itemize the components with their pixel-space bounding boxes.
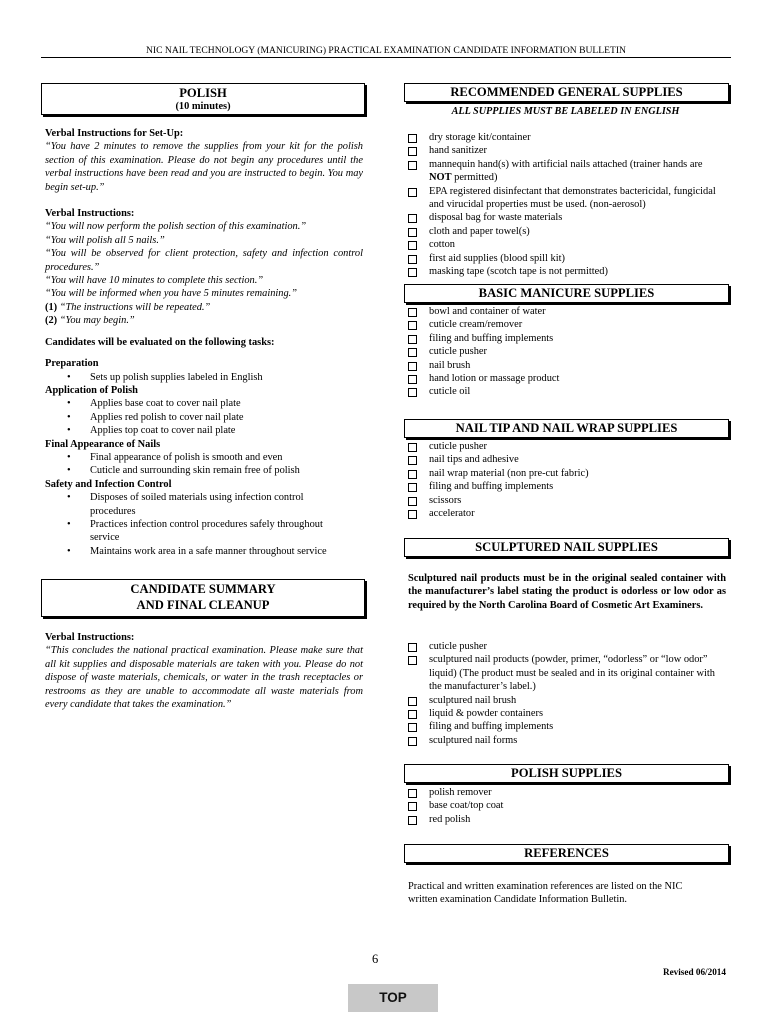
task-item: • Final appearance of polish is smooth and even bbox=[45, 451, 363, 464]
instruction-line: “You will be observed for client protection, safety and infection control procedures.” bbox=[45, 248, 363, 273]
task-item: • Sets up polish supplies labeled in English bbox=[45, 371, 363, 384]
supply-item: cuticle pusher bbox=[404, 640, 724, 653]
supply-item: mannequin hand(s) with artificial nails attached (trainer hands are NOT permitted) bbox=[404, 158, 724, 185]
basic-supplies-list bbox=[404, 305, 724, 399]
tip-supplies-title: NAIL TIP AND NAIL WRAP SUPPLIES bbox=[455, 421, 678, 435]
numbered-instruction: (1) “The instructions will be repeated.” bbox=[45, 301, 211, 313]
supply-item: hand lotion or massage product bbox=[404, 372, 724, 385]
supply-item: dry storage kit/container bbox=[404, 131, 724, 144]
supply-item: cuticle pusher bbox=[404, 440, 724, 453]
supply-item: polish remover bbox=[404, 786, 724, 799]
references-title-box bbox=[404, 844, 729, 863]
summary-instructions: “This concludes the national practical examination. Please make sure that all kit supplies and disposable materials are taken with you. Please do not dispose of waste materials, chemicals, or water in the trash receptacles or restrooms as they are unable to accommodate all waste materials from every candidate that takes the examination.” bbox=[45, 645, 363, 711]
polish-title: POLISH bbox=[179, 86, 227, 100]
polish-section bbox=[45, 127, 363, 558]
supply-item: cotton bbox=[404, 238, 724, 251]
supply-item: sculptured nail forms bbox=[404, 734, 724, 747]
supply-item: filing and buffing implements bbox=[404, 332, 724, 345]
tip-supplies-list bbox=[404, 440, 724, 520]
supply-item: liquid & powder containers bbox=[404, 707, 724, 720]
supply-item: nail tips and adhesive bbox=[404, 453, 724, 466]
task-group-heading: Preparation bbox=[45, 358, 99, 370]
supply-item: bowl and container of water bbox=[404, 305, 724, 318]
supply-item: nail wrap material (non pre-cut fabric) bbox=[404, 467, 724, 480]
page-number: 6 bbox=[372, 952, 379, 966]
summary-section bbox=[45, 631, 363, 711]
supply-item: cuticle oil bbox=[404, 385, 724, 398]
supply-item: masking tape (scotch tape is not permitted) bbox=[404, 265, 724, 278]
polish-supplies-title: POLISH SUPPLIES bbox=[511, 766, 622, 780]
supply-item: cuticle pusher bbox=[404, 345, 724, 358]
instruction-line: “You will now perform the polish section of this examination.” bbox=[45, 221, 307, 233]
supply-item: cloth and paper towel(s) bbox=[404, 225, 724, 238]
english-label-note: ALL SUPPLIES MUST BE LABELED IN ENGLISH bbox=[451, 106, 680, 117]
tip-supplies-title-box bbox=[404, 419, 729, 438]
polish-title-box bbox=[41, 83, 365, 115]
references-title: REFERENCES bbox=[524, 846, 609, 860]
general-supplies-title: RECOMMENDED GENERAL SUPPLIES bbox=[450, 85, 683, 99]
task-item: • Disposes of soiled materials using infection control procedures bbox=[45, 491, 343, 518]
general-supplies-list bbox=[404, 131, 724, 278]
polish-supplies-list bbox=[404, 786, 724, 826]
supply-item: sculptured nail brush bbox=[404, 694, 724, 707]
task-item: • Maintains work area in a safe manner throughout service bbox=[45, 545, 343, 558]
sculptured-supplies-title-box bbox=[404, 538, 729, 557]
task-group-heading: Safety and Infection Control bbox=[45, 478, 172, 490]
supply-item: nail brush bbox=[404, 359, 724, 372]
supply-item: scissors bbox=[404, 494, 724, 507]
setup-heading: Verbal Instructions for Set-Up: bbox=[45, 128, 184, 139]
supply-item: EPA registered disinfectant that demonstrates bactericidal, fungicidal and virucidal properties must be used. (non-aerosol) bbox=[404, 185, 724, 212]
instruction-line: “You will have 10 minutes to complete this section.” bbox=[45, 275, 264, 287]
task-list bbox=[45, 491, 363, 558]
supply-item: filing and buffing implements bbox=[404, 480, 724, 493]
supply-item: accelerator bbox=[404, 507, 724, 520]
supply-item: base coat/top coat bbox=[404, 799, 724, 812]
polish-duration: (10 minutes) bbox=[175, 101, 231, 112]
sculptured-note: Sculptured nail products must be in the original sealed container with the manufacturer’s label stating the product is odorless or low odor as required by the North Carolina Board of Cosmetic Art Examiners. bbox=[408, 573, 726, 611]
instruction-line: “You will be informed when you have 5 minutes remaining.” bbox=[45, 288, 298, 300]
bulletin-header: NIC NAIL TECHNOLOGY (MANICURING) PRACTICAL EXAMINATION CANDIDATE INFORMATION BULLETIN bbox=[145, 45, 626, 56]
references-text: Practical and written examination references are listed on the NIC written examination Candidate Information Bulletin. bbox=[408, 881, 683, 906]
task-group-heading: Final Appearance of Nails bbox=[45, 438, 161, 450]
summary-title-line: AND FINAL CLEANUP bbox=[136, 598, 270, 612]
supply-item: sculptured nail products (powder, primer, “odorless” or “low odor” liquid) (The product must be sealed and in its original container with the manufacturer’s label.) bbox=[404, 653, 724, 693]
revised-date: Revised 06/2014 bbox=[662, 967, 726, 977]
supply-item: disposal bag for waste materials bbox=[404, 211, 724, 224]
task-list bbox=[45, 371, 363, 384]
evaluation-heading: Candidates will be evaluated on the following tasks: bbox=[45, 336, 275, 348]
summary-title-line: CANDIDATE SUMMARY bbox=[130, 582, 276, 596]
supply-item: filing and buffing implements bbox=[404, 720, 724, 733]
supply-item: cuticle cream/remover bbox=[404, 318, 724, 331]
task-item: • Practices infection control procedures safely throughout service bbox=[45, 518, 343, 545]
basic-supplies-title-box bbox=[404, 284, 729, 303]
task-item: • Applies base coat to cover nail plate bbox=[45, 397, 363, 410]
numbered-instruction: (2) “You may begin.” bbox=[45, 315, 135, 327]
top-button[interactable]: TOP bbox=[348, 984, 438, 1012]
verbal-instructions-heading: Verbal Instructions: bbox=[45, 208, 135, 220]
task-list bbox=[45, 397, 363, 437]
task-item: • Applies top coat to cover nail plate bbox=[45, 424, 363, 437]
supply-item: hand sanitizer bbox=[404, 144, 724, 157]
supply-item: first aid supplies (blood spill kit) bbox=[404, 252, 724, 265]
task-list bbox=[45, 451, 363, 478]
basic-supplies-title: BASIC MANICURE SUPPLIES bbox=[478, 286, 655, 300]
sculptured-supplies-list bbox=[404, 640, 724, 747]
task-item: • Cuticle and surrounding skin remain free of polish bbox=[45, 464, 363, 477]
setup-instructions: “You have 2 minutes to remove the supplies from your kit for the polish section of this examination. Please do not begin any procedures until the verbal instructions have been read and you are instructed to begin. You may begin set-up.” bbox=[45, 141, 363, 193]
summary-title-box bbox=[41, 579, 365, 617]
task-item: • Applies red polish to cover nail plate bbox=[45, 411, 363, 424]
header-rule bbox=[41, 57, 731, 58]
sculptured-supplies-title: SCULPTURED NAIL SUPPLIES bbox=[475, 540, 658, 554]
supply-item: red polish bbox=[404, 813, 724, 826]
instruction-line: “You will polish all 5 nails.” bbox=[45, 234, 165, 246]
general-supplies-title-box bbox=[404, 83, 729, 102]
summary-instructions-heading: Verbal Instructions: bbox=[45, 632, 135, 643]
task-group-heading: Application of Polish bbox=[45, 384, 138, 396]
polish-supplies-title-box bbox=[404, 764, 729, 783]
